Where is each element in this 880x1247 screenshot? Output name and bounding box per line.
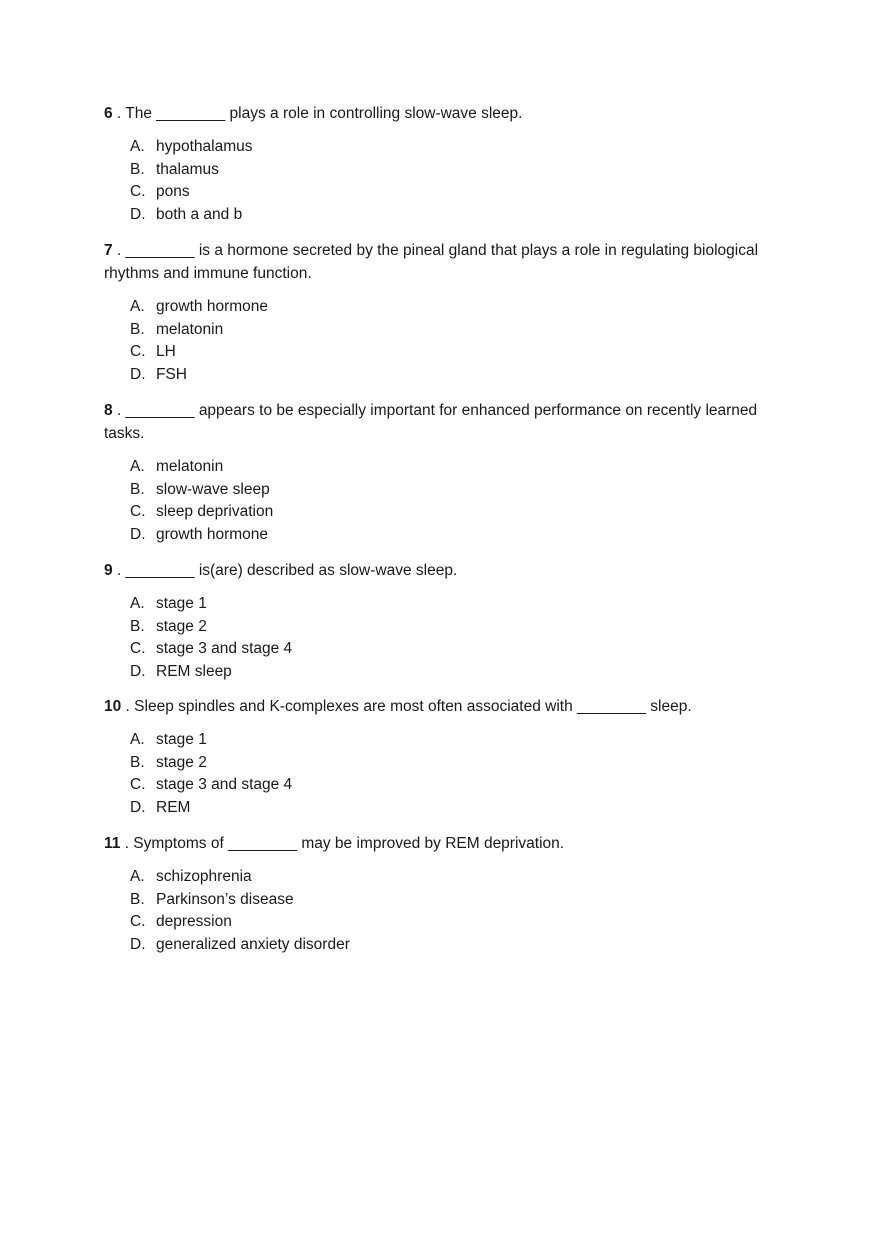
option-letter: C. <box>130 183 146 201</box>
question-stem <box>104 695 784 718</box>
option-letter: A. <box>130 298 145 315</box>
option-letter: A. <box>130 138 145 155</box>
question-stem <box>104 399 784 445</box>
option-b <box>104 616 784 639</box>
option-letter: A. <box>130 595 145 612</box>
option-d <box>104 364 784 387</box>
option-letter: D. <box>130 798 146 816</box>
option-text: thalamus <box>156 160 219 178</box>
option-b <box>104 479 784 502</box>
option-letter: D. <box>130 935 146 953</box>
option-b <box>104 889 784 912</box>
question-text: . ________ is a hormone secreted by the pineal gland that plays a role in regulating biological rhythms and immune function. <box>104 242 759 282</box>
option-list <box>104 593 784 683</box>
option-letter: D. <box>130 525 146 543</box>
question-text: . ________ appears to be especially important for enhanced performance on recently learned tasks. <box>104 402 758 442</box>
option-letter: A. <box>130 458 145 475</box>
option-text: REM <box>156 798 191 816</box>
option-letter: C. <box>130 640 146 658</box>
option-text: stage 2 <box>156 753 207 771</box>
option-letter: C. <box>130 503 146 521</box>
option-a <box>104 866 784 889</box>
question-number: 7 <box>104 242 113 259</box>
option-text: stage 1 <box>156 595 207 612</box>
option-text: melatonin <box>156 320 224 338</box>
option-letter: D. <box>130 662 146 680</box>
option-letter: C. <box>130 776 146 794</box>
option-b <box>104 752 784 775</box>
option-text: stage 2 <box>156 617 207 635</box>
option-letter: B. <box>130 160 145 178</box>
question-text: . ________ is(are) described as slow-wave sleep. <box>112 562 458 579</box>
option-text: stage 3 and stage 4 <box>156 776 293 794</box>
option-text: depression <box>156 913 232 931</box>
question-stem <box>104 832 784 855</box>
option-d <box>104 524 784 547</box>
question-11 <box>104 832 784 956</box>
option-letter: B. <box>130 320 145 338</box>
option-text: stage 3 and stage 4 <box>156 640 293 658</box>
question-text: . Sleep spindles and K-complexes are most often associated with ________ sleep. <box>121 698 692 715</box>
question-number: 11 <box>104 835 121 852</box>
option-text: stage 1 <box>156 731 207 748</box>
option-c <box>104 911 784 934</box>
option-letter: D. <box>130 365 146 383</box>
question-number: 8 <box>104 402 113 419</box>
option-letter: B. <box>130 890 145 908</box>
question-text: . Symptoms of ________ may be improved by REM deprivation. <box>120 835 565 852</box>
option-list <box>104 296 784 386</box>
option-text: growth hormone <box>156 525 269 543</box>
option-letter: C. <box>130 913 146 931</box>
question-9 <box>104 559 784 683</box>
option-c <box>104 638 784 661</box>
question-10 <box>104 695 784 819</box>
option-a <box>104 456 784 479</box>
question-7 <box>104 239 784 386</box>
option-text: FSH <box>156 365 187 383</box>
option-text: generalized anxiety disorder <box>156 935 350 953</box>
option-text: LH <box>156 343 176 361</box>
option-d <box>104 797 784 820</box>
option-list <box>104 456 784 546</box>
option-list <box>104 866 784 956</box>
option-c <box>104 774 784 797</box>
option-letter: D. <box>130 205 146 223</box>
option-c <box>104 341 784 364</box>
question-number: 9 <box>104 562 113 579</box>
option-d <box>104 661 784 684</box>
option-d <box>104 934 784 957</box>
option-text: pons <box>156 183 190 201</box>
option-d <box>104 204 784 227</box>
option-letter: B. <box>130 753 145 771</box>
question-6 <box>104 102 784 226</box>
option-a <box>104 729 784 752</box>
option-list <box>104 136 784 226</box>
option-b <box>104 159 784 182</box>
question-number: 10 <box>104 698 122 715</box>
question-text: . The ________ plays a role in controlling slow-wave sleep. <box>112 105 523 122</box>
option-letter: B. <box>130 480 145 498</box>
option-a <box>104 296 784 319</box>
option-text: sleep deprivation <box>156 503 274 521</box>
option-a <box>104 136 784 159</box>
option-text: slow-wave sleep <box>156 480 270 498</box>
option-text: schizophrenia <box>156 868 252 885</box>
question-number: 6 <box>104 105 113 122</box>
option-text: both a and b <box>156 205 243 223</box>
option-text: REM sleep <box>156 662 232 680</box>
question-8 <box>104 399 784 546</box>
option-a <box>104 593 784 616</box>
option-text: hypothalamus <box>156 138 253 155</box>
option-letter: A. <box>130 868 145 885</box>
option-b <box>104 319 784 342</box>
option-letter: C. <box>130 343 146 361</box>
option-list <box>104 729 784 819</box>
option-text: growth hormone <box>156 298 269 315</box>
option-c <box>104 181 784 204</box>
option-text: Parkinson’s disease <box>156 890 294 908</box>
option-text: melatonin <box>156 458 224 475</box>
question-stem <box>104 102 784 125</box>
question-stem <box>104 239 784 285</box>
option-letter: B. <box>130 617 145 635</box>
option-letter: A. <box>130 731 145 748</box>
question-stem <box>104 559 784 582</box>
option-c <box>104 501 784 524</box>
